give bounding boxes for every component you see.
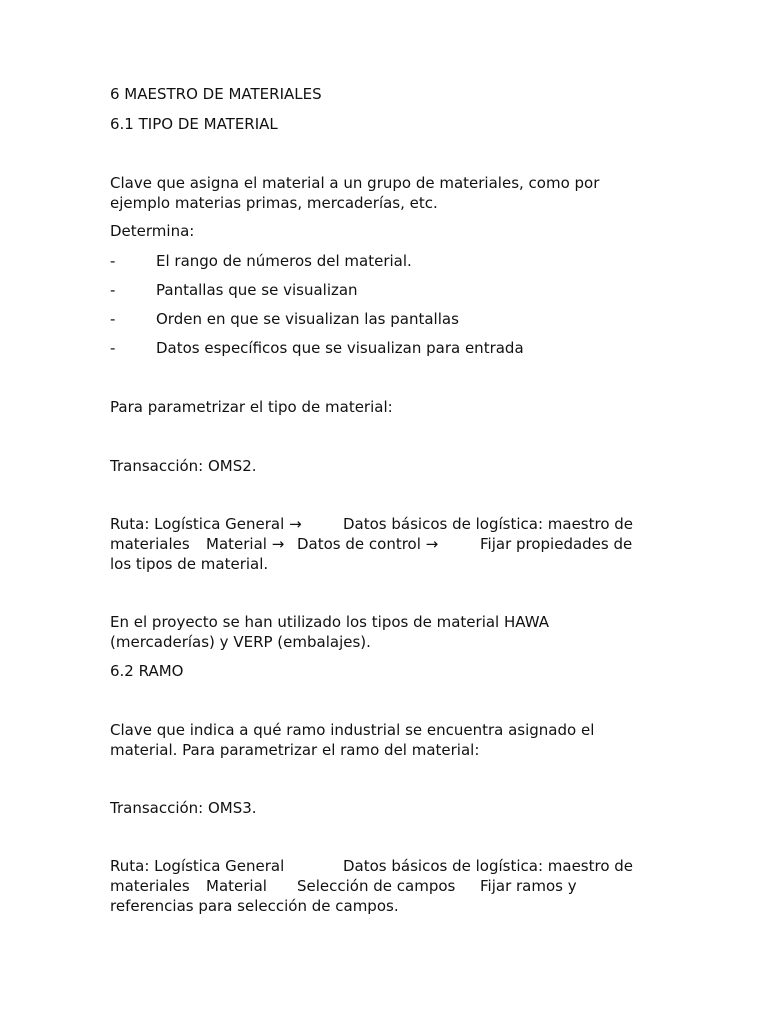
ruta-segment: Ruta: Logística General → xyxy=(110,515,302,533)
ruta-segment: Material → xyxy=(206,535,285,553)
determina-label: Determina: xyxy=(110,222,195,240)
bullet-dash: - xyxy=(110,310,116,328)
bullet-text: Orden en que se visualizan las pantallas xyxy=(156,310,459,328)
ruta-tipo-row-1 xyxy=(110,514,650,534)
section-heading-maestro: 6 MAESTRO DE MATERIALES xyxy=(110,85,322,103)
paragraph-proyecto: En el proyecto se han utilizado los tipos de material HAWA (mercaderías) y VERP (embalajes). xyxy=(110,613,549,651)
transaccion-oms2: Transacción: OMS2. xyxy=(110,457,257,475)
paragraph-clave-ramo: Clave que indica a qué ramo industrial se encuentra asignado el material. Para parametrizar el ramo del material: xyxy=(110,721,595,759)
ruta-tipo-row-2 xyxy=(110,534,650,554)
ruta-segment: Material xyxy=(206,877,267,895)
ruta-ramo-row-3 xyxy=(110,896,650,916)
section-heading-tipo-material: 6.1 TIPO DE MATERIAL xyxy=(110,115,278,133)
paragraph-parametrizar-tipo: Para parametrizar el tipo de material: xyxy=(110,398,393,416)
ruta-segment: materiales xyxy=(110,877,190,895)
bullet-text: Pantallas que se visualizan xyxy=(156,281,358,299)
ruta-segment: materiales xyxy=(110,535,190,553)
bullet-text: Datos específicos que se visualizan para entrada xyxy=(156,339,524,357)
ruta-segment: Datos básicos de logística: maestro de xyxy=(343,515,634,533)
ruta-segment: Fijar ramos y xyxy=(480,877,577,895)
transaccion-oms3: Transacción: OMS3. xyxy=(110,799,257,817)
ruta-segment: Datos de control → xyxy=(297,535,439,553)
bullet-dash: - xyxy=(110,252,116,270)
ruta-ramo-row-2 xyxy=(110,876,650,896)
ruta-segment: Ruta: Logística General xyxy=(110,857,285,875)
ruta-ramo-row-1 xyxy=(110,856,650,876)
ruta-segment: Selección de campos xyxy=(297,877,456,895)
bullet-dash: - xyxy=(110,339,116,357)
paragraph-clave-tipo: Clave que asigna el material a un grupo de materiales, como por ejemplo materias primas, mercaderías, etc. xyxy=(110,174,600,212)
bullet-dash: - xyxy=(110,281,116,299)
ruta-segment: los tipos de material. xyxy=(110,555,269,573)
ruta-tipo-row-3 xyxy=(110,554,650,574)
bullet-text: El rango de números del material. xyxy=(156,252,412,270)
ruta-segment: Fijar propiedades de xyxy=(480,535,633,553)
section-heading-ramo: 6.2 RAMO xyxy=(110,662,184,680)
ruta-segment: referencias para selección de campos. xyxy=(110,897,399,915)
ruta-segment: Datos básicos de logística: maestro de xyxy=(343,857,634,875)
